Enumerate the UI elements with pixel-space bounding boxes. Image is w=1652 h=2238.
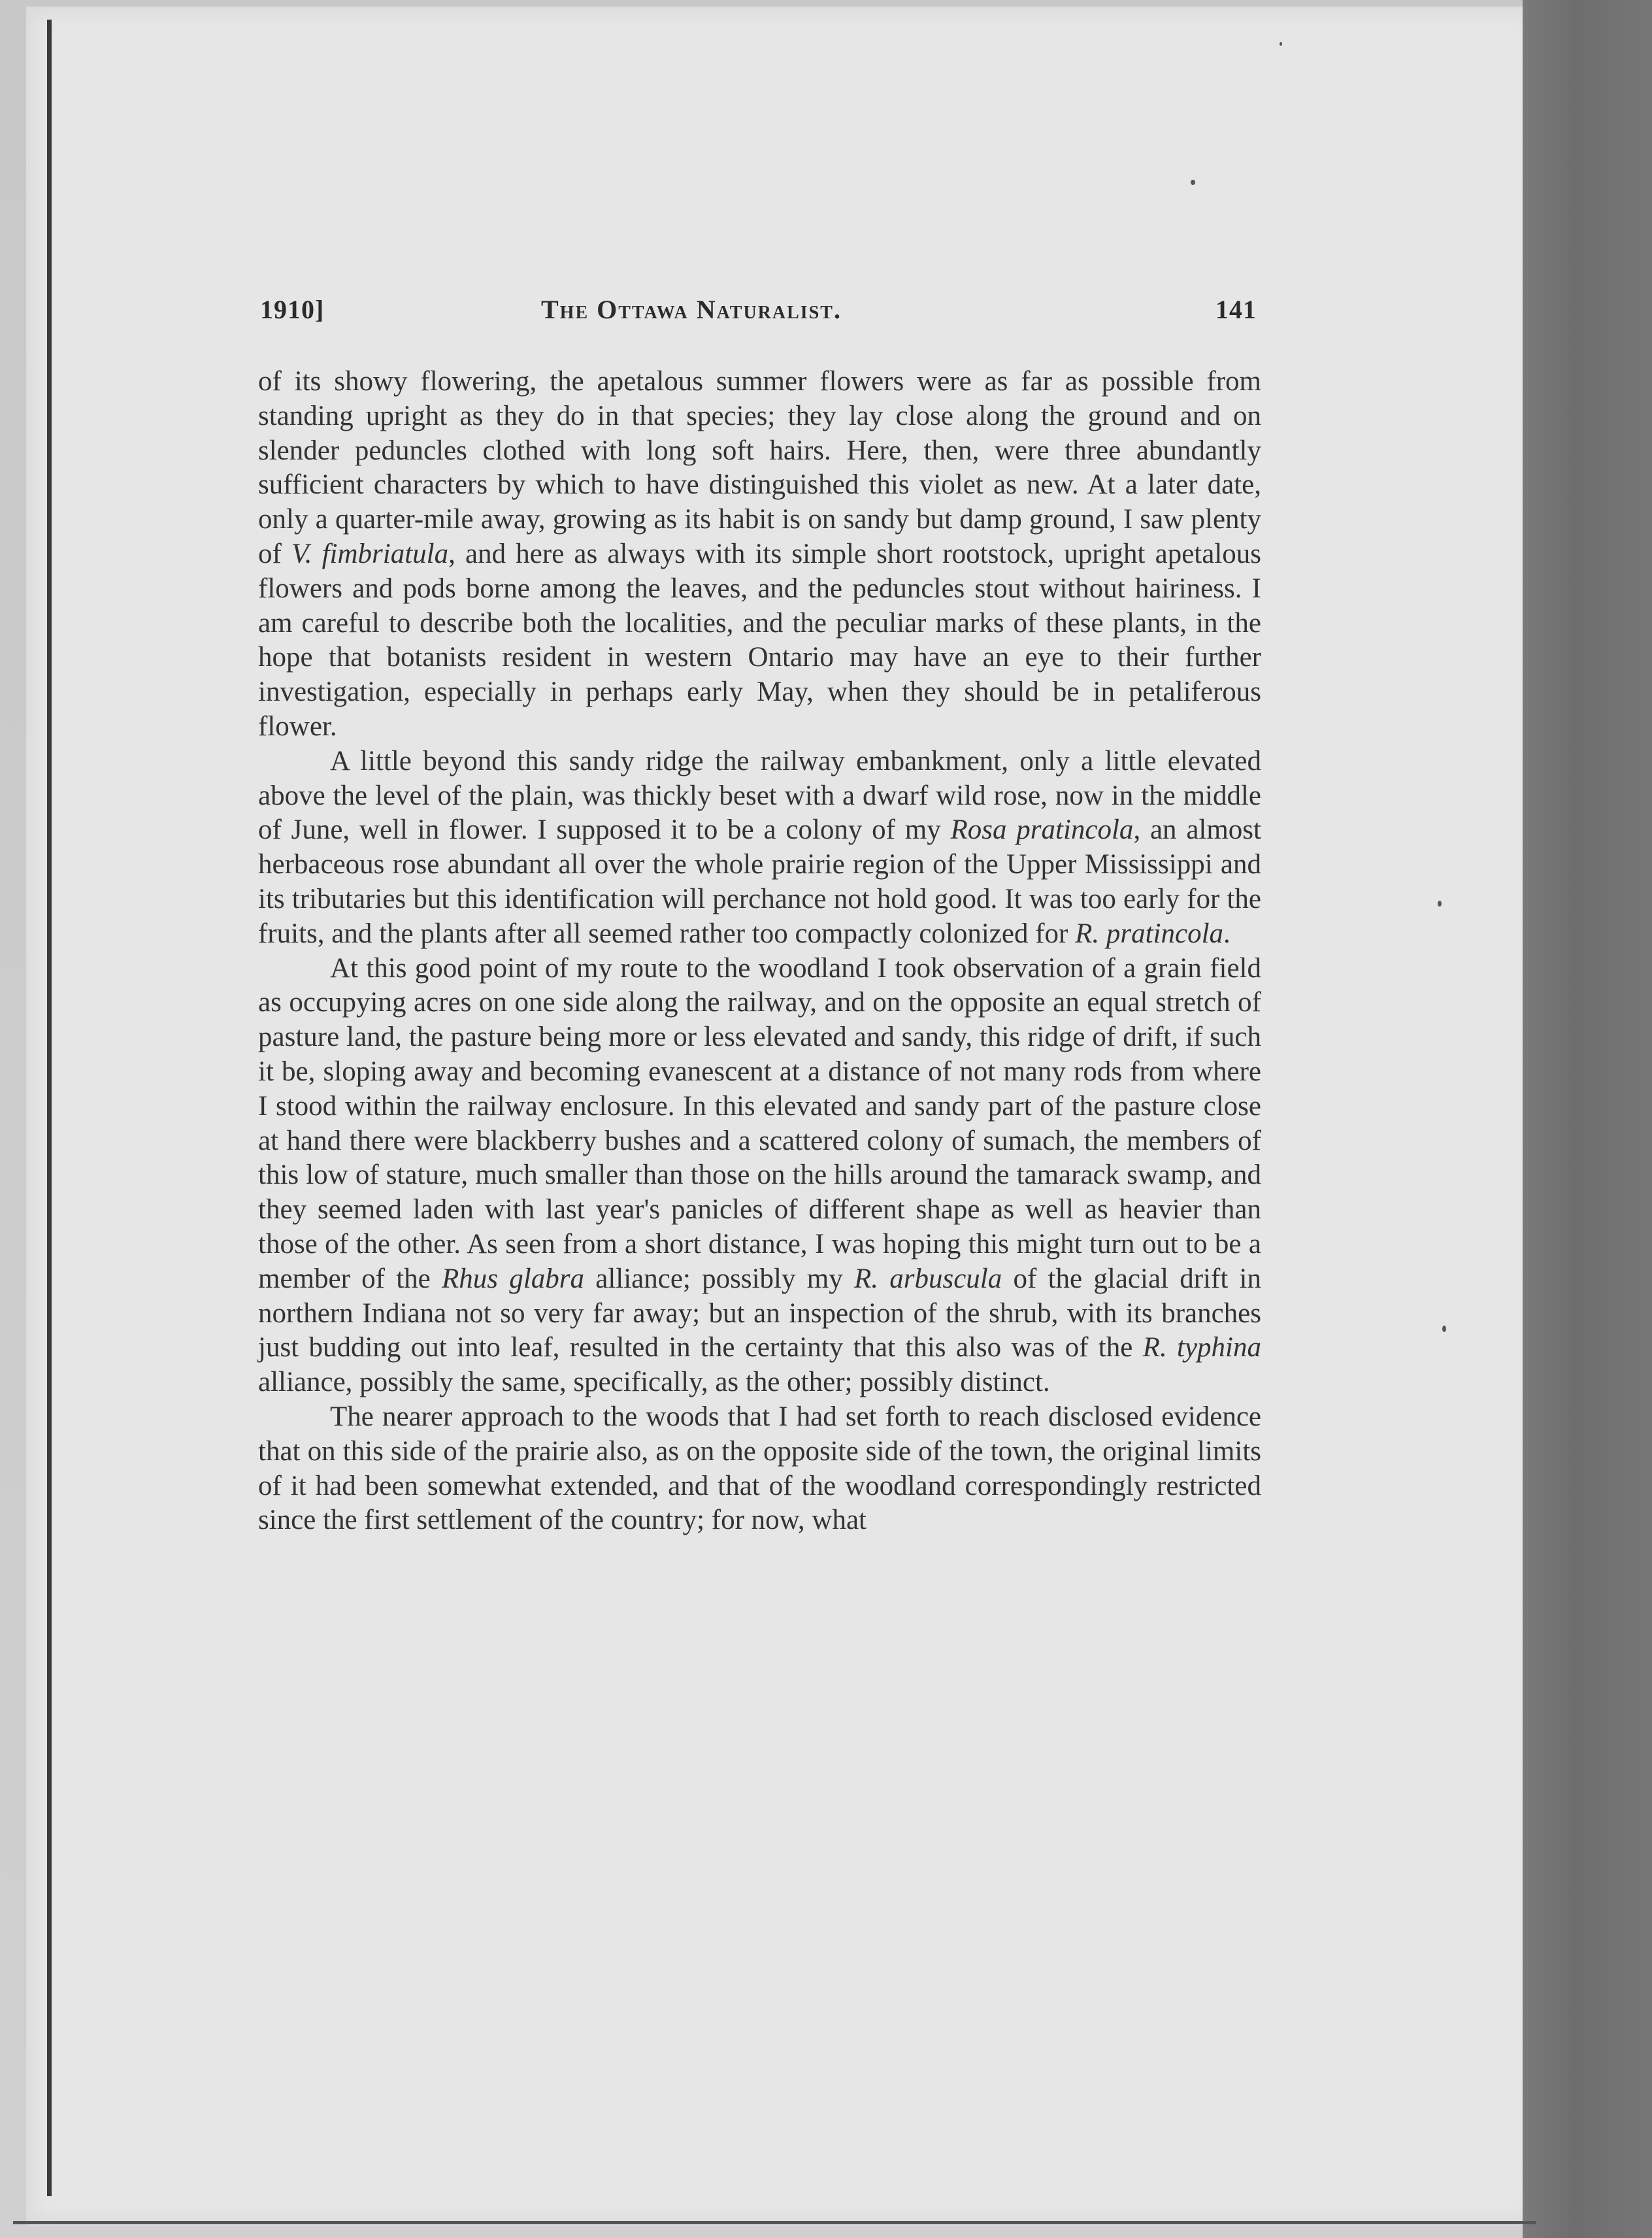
paragraph xyxy=(258,744,1261,952)
paragraph xyxy=(258,365,1261,744)
species-name: Rosa pratincola xyxy=(950,814,1134,846)
header-year: 1910] xyxy=(260,295,325,324)
body-text xyxy=(258,365,1261,1538)
text-run: The nearer approach to the woods that I had set forth to reach disclosed evidence that on this side of the prairie also, as on the opposite side of the town, the original limits of it had been somewhat extended, and that of the woodland correspondingly restricted since the first settlement of the country; for now, what xyxy=(258,1401,1261,1536)
header-journal-title: The Ottawa Naturalist. xyxy=(541,295,842,324)
text-run: A little beyond this sandy ridge the railway embankment, only a little elevated above the level of the plain, was thickly beset with a dwarf wild rose, now in the middle of June, well in flower. I supposed it to be a colony of my xyxy=(258,745,1261,846)
text-run: , an almost herbaceous rose abundant all over the whole prairie region of the Upper Mississippi and its tributaries but this identification will perchance not hold good. It was too early for the fruits, and the plants after all seemed rather too compactly colonized for xyxy=(258,814,1261,949)
paragraph xyxy=(258,952,1261,1400)
text-run: alliance; possibly my xyxy=(584,1263,854,1294)
page-number: 141 xyxy=(1215,295,1257,324)
dust-speck xyxy=(1438,901,1442,907)
species-name: R. arbuscula xyxy=(853,1263,1002,1294)
scan-margin-right xyxy=(1523,0,1652,2238)
paragraph xyxy=(258,1400,1261,1538)
text-run: of the glacial drift in northern Indiana not so very far away; but an inspection of the shrub, with its branches just budding out into leaf, resulted in the certainty that this also was of the xyxy=(258,1263,1261,1363)
dust-speck xyxy=(1191,180,1195,185)
text-run: alliance, possibly the same, specifically, as the other; possibly distinct. xyxy=(258,1367,1050,1398)
bottom-edge-line xyxy=(13,2221,1536,2224)
text-run: , and here as always with its simple short rootstock, upright apetalous flowers and pods borne among the leaves, and the peduncles stout without hairiness. I am careful to describe both the localities, and the peculiar marks of these plants, in the hope that botanists resident in western Ontario may have an eye to their further investigation, especially in perhaps early May, when they should be in petaliferous flower. xyxy=(258,538,1261,742)
text-run: . xyxy=(1223,918,1231,949)
species-name: R. typhina xyxy=(1142,1332,1261,1363)
species-name: Rhus glabra xyxy=(442,1263,584,1294)
dust-speck xyxy=(1280,42,1282,46)
species-name: R. pratincola xyxy=(1075,918,1224,949)
running-header xyxy=(260,294,1257,333)
text-run: At this good point of my route to the woodland I took observation of a grain field as occupying acres on one side along the railway, and on the opposite an equal stretch of pasture land, the pasture being more or less elevated and sandy, this ridge of drift, if such it be, sloping away and becoming evanescent at a distance of not many rods from where I stood within the railway enclosure. In this elevated and sandy part of the pasture close at hand there were blackberry bushes and a scattered colony of sumach, the members of this low of stature, much smaller than those on the hills around the tamarack swamp, and they seemed laden with last year's panicles of different shape as well as heavier than those of the other. As seen from a short distance, I was hoping this might turn out to be a member of the xyxy=(258,952,1261,1294)
dust-speck xyxy=(1442,1326,1446,1332)
binding-edge-line xyxy=(47,20,52,2196)
species-name: V. fimbriatula xyxy=(291,538,449,569)
text-run: of its showy flowering, the apetalous summer flowers were as far as possible from standing upright as they do in that species; they lay close along the ground and on slender peduncles clothed with long soft hairs. Here, then, were three abundantly sufficient characters by which to have distinguished this violet as new. At a later date, only a quarter-mile away, growing as its habit is on sandy but damp ground, I saw plenty of xyxy=(258,366,1261,569)
